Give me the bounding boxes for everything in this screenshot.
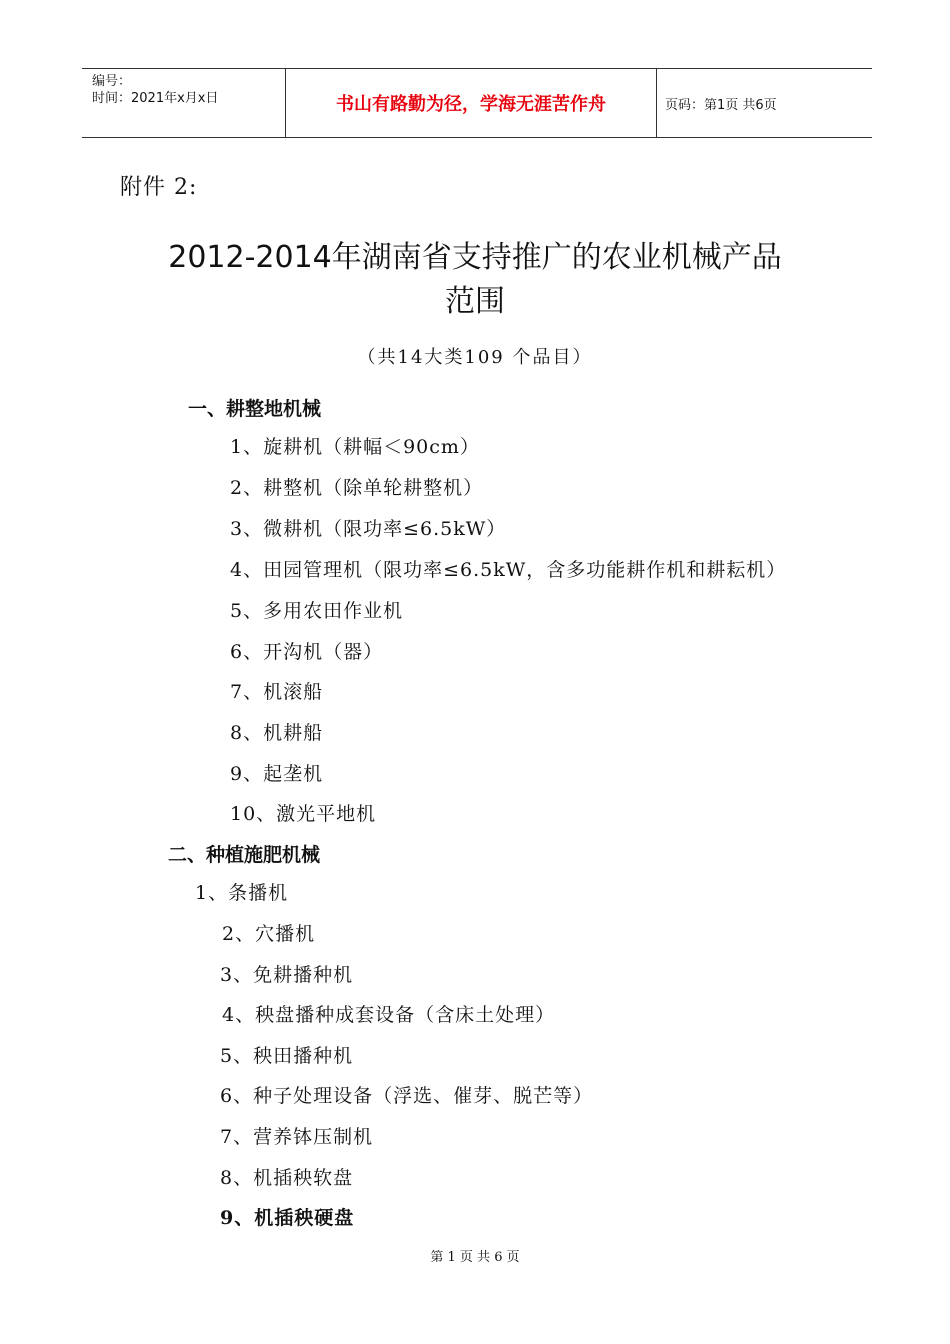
page-info: 页码：第1页 共6页: [665, 97, 777, 113]
attachment-label: 附件 2:: [120, 175, 198, 200]
category-heading: 一、耕整地机械: [188, 398, 322, 420]
list-item: 8、机插秧软盘: [220, 1167, 354, 1189]
document-header: [82, 68, 872, 138]
page-footer: 第 1 页 共 6 页: [430, 1250, 520, 1265]
time-label: 时间：2021年x月x日: [92, 91, 219, 106]
list-item: 2、耕整机（除单轮耕整机）: [230, 477, 484, 499]
list-item: 6、种子处理设备（浮选、催芽、脱芒等）: [220, 1085, 594, 1107]
page-subtitle: （共14大类109 个品目）: [357, 347, 593, 368]
list-item: 4、田园管理机（限功率≤6.5kW，含多功能耕作机和耕耘机）: [230, 559, 787, 581]
list-item: 9、起垄机: [230, 763, 324, 785]
header-motto-cell: [285, 69, 657, 137]
list-item: 3、微耕机（限功率≤6.5kW）: [230, 518, 507, 540]
number-label: 编号：: [92, 74, 132, 89]
header-meta-cell: [82, 69, 285, 137]
list-item: 5、秧田播种机: [220, 1045, 354, 1067]
list-item: 1、条播机: [195, 882, 289, 904]
header-page-cell: [657, 69, 872, 137]
list-item: 5、多用农田作业机: [230, 600, 404, 622]
category-heading: 二、种植施肥机械: [168, 844, 321, 866]
list-item: 9、机插秧硬盘: [220, 1207, 355, 1229]
list-item: 10、激光平地机: [230, 803, 377, 825]
list-item: 7、机滚船: [230, 681, 324, 703]
list-item: 3、免耕播种机: [220, 964, 354, 986]
list-item: 7、营养钵压制机: [220, 1126, 374, 1148]
list-item: 8、机耕船: [230, 722, 324, 744]
list-item: 2、穴播机: [222, 923, 316, 945]
list-item: 1、旋耕机（耕幅＜90cm）: [230, 436, 480, 458]
motto-text: 书山有路勤为径，学海无涯苦作舟: [336, 94, 606, 115]
list-item: 6、开沟机（器）: [230, 641, 384, 663]
page-title: [0, 236, 950, 324]
title-line-2: 范围: [445, 284, 505, 319]
title-line-1: 2012-2014年湖南省支持推广的农业机械产品: [168, 240, 782, 275]
list-item: 4、秧盘播种成套设备（含床土处理）: [222, 1004, 556, 1026]
